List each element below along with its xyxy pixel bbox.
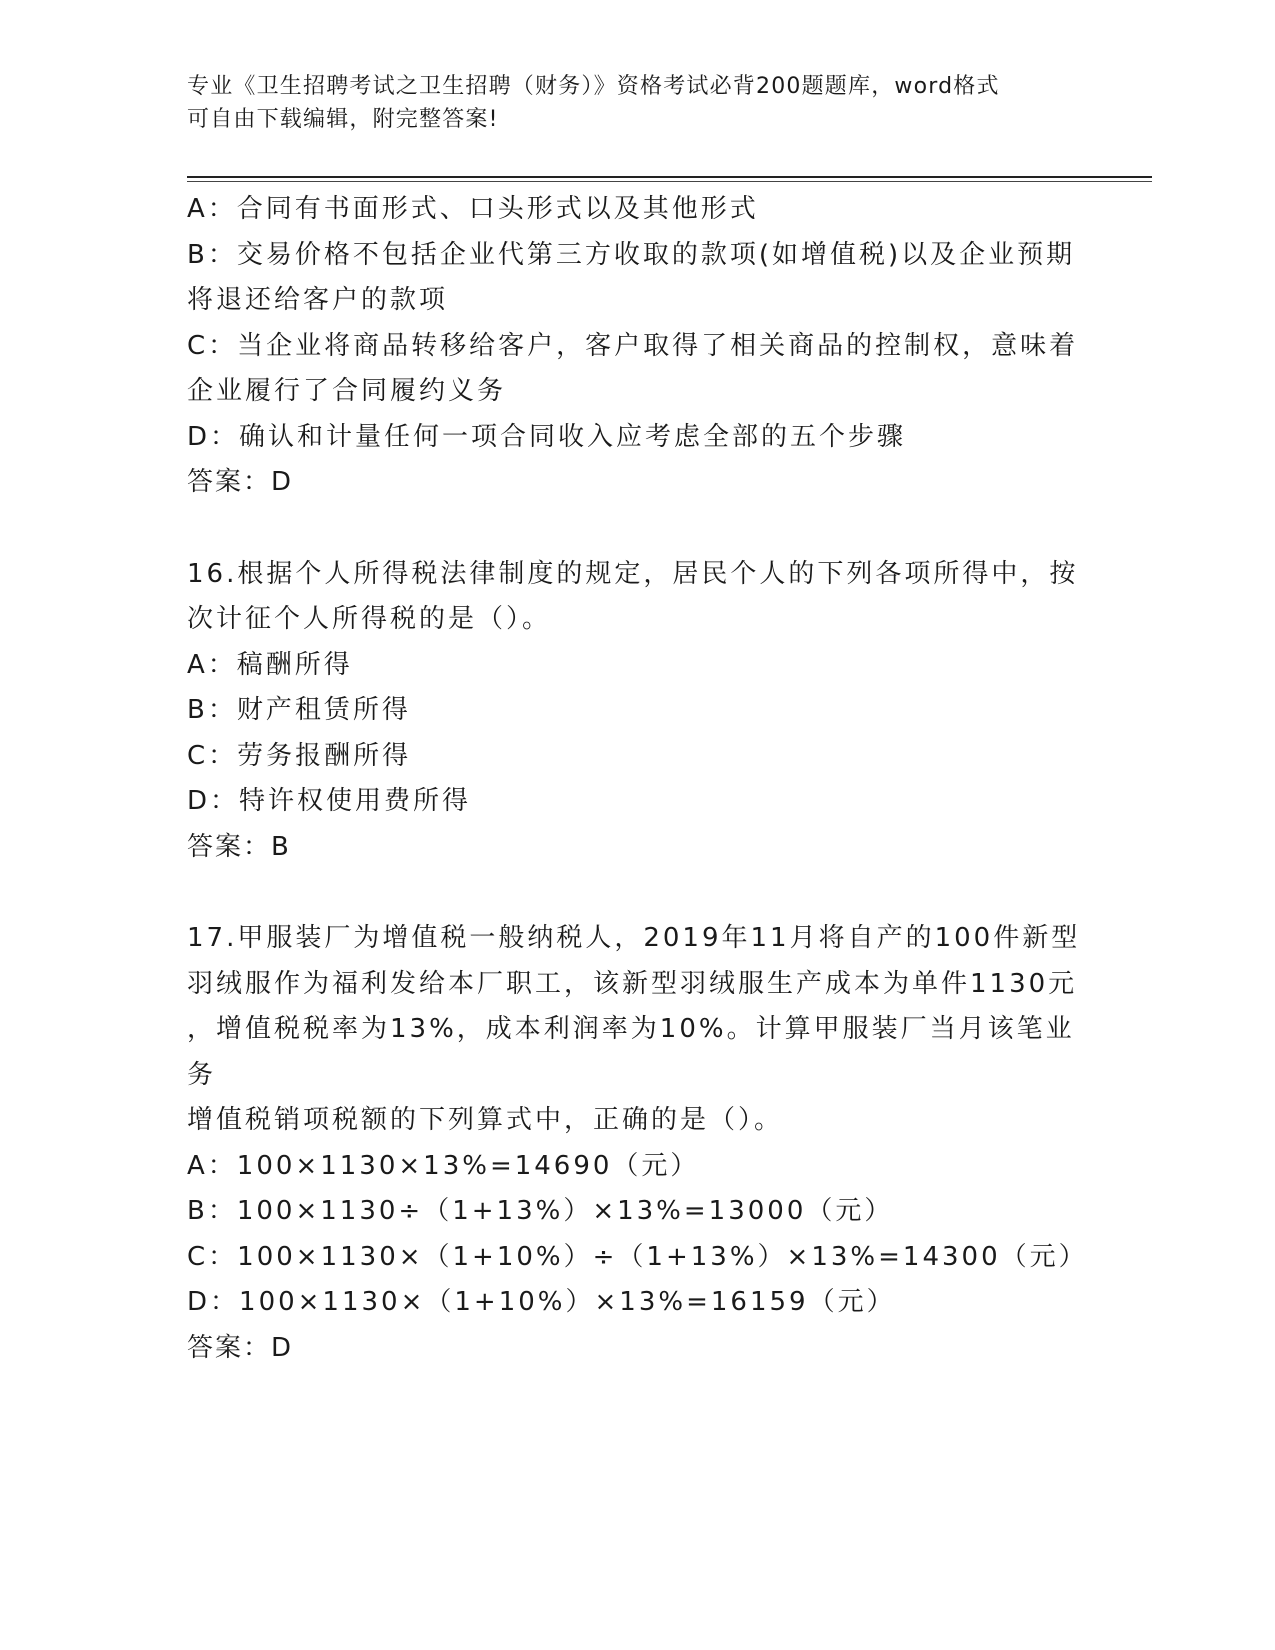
q15-option-d: D：确认和计量任何一项合同收入应考虑全部的五个步骤 bbox=[187, 421, 907, 452]
q17-stem-line-4: 增值税销项税额的下列算式中，正确的是（）。 bbox=[187, 1105, 784, 1135]
q17-stem-line-2: 羽绒服作为福利发给本厂职工，该新型羽绒服生产成本为单件1130元 bbox=[187, 968, 1078, 999]
q15-option-c: C：当企业将商品转移给客户，客户取得了相关商品的控制权，意味着 bbox=[187, 330, 1079, 361]
q17-option-c: C：100×1130×（1+10%）÷（1+13%）×13%=14300（元） bbox=[187, 1241, 1088, 1272]
question-content bbox=[187, 187, 1088, 1371]
q16-stem-line-2: 次计征个人所得税的是（）。 bbox=[187, 604, 552, 634]
spacer bbox=[187, 506, 1082, 552]
q16-option-a: A：稿酬所得 bbox=[187, 649, 353, 680]
q16-option-d: D：特许权使用费所得 bbox=[187, 786, 472, 816]
q17-stem-line-1: 17.甲服装厂为增值税一般纳税人，2019年11月将自产的100件新型 bbox=[187, 923, 1081, 953]
spacer bbox=[187, 870, 1082, 916]
q15-option-b-cont: 将退还给客户的款项 bbox=[187, 285, 449, 315]
q16-option-c: C：劳务报酬所得 bbox=[187, 740, 412, 771]
q17-option-a: A：100×1130×13%=14690（元） bbox=[187, 1150, 700, 1181]
q16-answer: 答案：B bbox=[187, 831, 291, 862]
q15-option-a: A：合同有书面形式、口头形式以及其他形式 bbox=[187, 194, 759, 224]
document-header bbox=[187, 70, 1067, 136]
question-17-block bbox=[187, 916, 1088, 1371]
q15-answer: 答案：D bbox=[187, 467, 294, 497]
header-line-2: 可自由下载编辑，附完整答案! bbox=[187, 107, 499, 132]
q15-option-b: B：交易价格不包括企业代第三方收取的款项(如增值税)以及企业预期 bbox=[187, 239, 1076, 270]
q17-answer: 答案：D bbox=[187, 1332, 294, 1363]
header-rule-thin bbox=[187, 181, 1152, 182]
question-15-block bbox=[187, 187, 1082, 506]
q16-stem-line-1: 16.根据个人所得税法律制度的规定，居民个人的下列各项所得中，按 bbox=[187, 558, 1079, 589]
q16-option-b: B：财产租赁所得 bbox=[187, 695, 411, 725]
question-16-block bbox=[187, 552, 1082, 871]
q15-option-c-cont: 企业履行了合同履约义务 bbox=[187, 376, 507, 406]
q17-option-d: D：100×1130×（1+10%）×13%=16159（元） bbox=[187, 1287, 896, 1317]
header-rule-thick bbox=[187, 176, 1152, 178]
q17-option-b: B：100×1130÷（1+13%）×13%=13000（元） bbox=[187, 1196, 894, 1226]
q17-stem-line-3: ，增值税税率为13%，成本利润率为10%。计算甲服装厂当月该笔业务 bbox=[187, 1014, 1075, 1090]
header-line-1: 专业《卫生招聘考试之卫生招聘（财务）》资格考试必背200题题库，word格式 bbox=[187, 74, 1000, 99]
